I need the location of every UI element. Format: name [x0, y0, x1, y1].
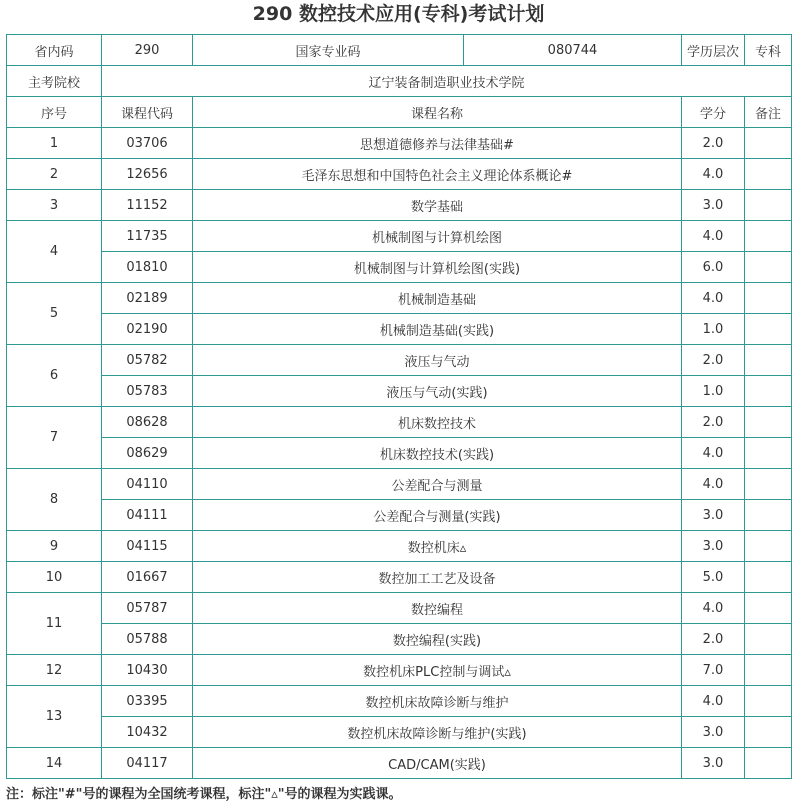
course-code: 04110 [102, 469, 193, 500]
course-code: 04117 [102, 748, 193, 779]
course-remark [745, 748, 792, 779]
header-name: 课程名称 [193, 97, 682, 128]
school-label: 主考院校 [7, 66, 102, 97]
course-name: 思想道德修养与法律基础# [193, 128, 682, 159]
header-no: 序号 [7, 97, 102, 128]
course-remark [745, 376, 792, 407]
course-name: 机械制造基础(实践) [193, 314, 682, 345]
course-no: 12 [7, 655, 102, 686]
course-credit: 4.0 [682, 438, 745, 469]
course-remark [745, 624, 792, 655]
course-remark [745, 686, 792, 717]
national-code-value: 080744 [464, 35, 682, 66]
course-credit: 1.0 [682, 376, 745, 407]
course-no: 13 [7, 686, 102, 748]
course-credit: 1.0 [682, 314, 745, 345]
course-credit: 7.0 [682, 655, 745, 686]
page-title: 290 数控技术应用(专科)考试计划 [252, 3, 545, 25]
exam-plan-table [6, 34, 792, 779]
course-no: 1 [7, 128, 102, 159]
course-credit: 4.0 [682, 593, 745, 624]
course-code: 02190 [102, 314, 193, 345]
course-credit: 2.0 [682, 345, 745, 376]
table-row [7, 748, 792, 779]
course-remark [745, 159, 792, 190]
course-name: 数控机床故障诊断与维护(实践) [193, 717, 682, 748]
table-row [7, 500, 792, 531]
info-row-codes [7, 35, 792, 66]
table-row [7, 531, 792, 562]
course-credit: 4.0 [682, 159, 745, 190]
table-row [7, 252, 792, 283]
table-row [7, 593, 792, 624]
course-remark [745, 190, 792, 221]
course-code: 03706 [102, 128, 193, 159]
course-name: 机床数控技术(实践) [193, 438, 682, 469]
course-credit: 4.0 [682, 283, 745, 314]
table-row [7, 562, 792, 593]
course-credit: 3.0 [682, 748, 745, 779]
header-credit: 学分 [682, 97, 745, 128]
info-row-school [7, 66, 792, 97]
course-credit: 3.0 [682, 500, 745, 531]
course-no: 11 [7, 593, 102, 655]
course-code: 05787 [102, 593, 193, 624]
course-remark [745, 221, 792, 252]
course-remark [745, 128, 792, 159]
course-name: 数控机床故障诊断与维护 [193, 686, 682, 717]
header-code: 课程代码 [102, 97, 193, 128]
level-value: 专科 [745, 35, 792, 66]
course-code: 08629 [102, 438, 193, 469]
table-row [7, 624, 792, 655]
course-code: 04115 [102, 531, 193, 562]
course-remark [745, 283, 792, 314]
course-credit: 2.0 [682, 407, 745, 438]
header-row [7, 97, 792, 128]
course-name: 数控机床PLC控制与调试▵ [193, 655, 682, 686]
course-name: 毛泽东思想和中国特色社会主义理论体系概论# [193, 159, 682, 190]
course-remark [745, 252, 792, 283]
header-remark: 备注 [745, 97, 792, 128]
course-remark [745, 655, 792, 686]
course-remark [745, 562, 792, 593]
course-code: 02189 [102, 283, 193, 314]
table-row [7, 407, 792, 438]
course-name: 机床数控技术 [193, 407, 682, 438]
course-code: 11735 [102, 221, 193, 252]
course-name: 液压与气动 [193, 345, 682, 376]
course-credit: 4.0 [682, 686, 745, 717]
course-name: 机械制造基础 [193, 283, 682, 314]
course-no: 10 [7, 562, 102, 593]
table-row [7, 438, 792, 469]
course-code: 04111 [102, 500, 193, 531]
course-no: 2 [7, 159, 102, 190]
course-credit: 3.0 [682, 190, 745, 221]
course-remark [745, 717, 792, 748]
course-name: 数学基础 [193, 190, 682, 221]
course-name: 机械制图与计算机绘图(实践) [193, 252, 682, 283]
table-row [7, 128, 792, 159]
course-no: 9 [7, 531, 102, 562]
course-credit: 2.0 [682, 128, 745, 159]
course-remark [745, 500, 792, 531]
course-remark [745, 438, 792, 469]
course-credit: 3.0 [682, 531, 745, 562]
course-remark [745, 593, 792, 624]
table-row [7, 345, 792, 376]
course-no: 3 [7, 190, 102, 221]
course-credit: 5.0 [682, 562, 745, 593]
course-code: 01667 [102, 562, 193, 593]
course-credit: 4.0 [682, 469, 745, 500]
course-remark [745, 531, 792, 562]
course-credit: 2.0 [682, 624, 745, 655]
course-name: 液压与气动(实践) [193, 376, 682, 407]
table-row [7, 314, 792, 345]
level-label: 学历层次 [682, 35, 745, 66]
course-credit: 3.0 [682, 717, 745, 748]
national-code-label: 国家专业码 [193, 35, 464, 66]
table-row [7, 159, 792, 190]
course-name: CAD/CAM(实践) [193, 748, 682, 779]
course-name: 数控编程(实践) [193, 624, 682, 655]
table-row [7, 283, 792, 314]
course-no: 6 [7, 345, 102, 407]
course-code: 12656 [102, 159, 193, 190]
course-name: 数控加工工艺及设备 [193, 562, 682, 593]
course-remark [745, 407, 792, 438]
table-row [7, 469, 792, 500]
course-code: 11152 [102, 190, 193, 221]
course-no: 5 [7, 283, 102, 345]
school-value: 辽宁装备制造职业技术学院 [102, 66, 792, 97]
course-code: 10430 [102, 655, 193, 686]
course-code: 03395 [102, 686, 193, 717]
course-name: 数控机床▵ [193, 531, 682, 562]
course-code: 01810 [102, 252, 193, 283]
course-remark [745, 469, 792, 500]
course-name: 公差配合与测量 [193, 469, 682, 500]
footnote: 注：标注"#"号的课程为全国统考课程，标注"▵"号的课程为实践课。 [6, 787, 402, 802]
course-code: 08628 [102, 407, 193, 438]
course-name: 数控编程 [193, 593, 682, 624]
course-code: 05788 [102, 624, 193, 655]
course-remark [745, 314, 792, 345]
course-no: 4 [7, 221, 102, 283]
course-no: 14 [7, 748, 102, 779]
course-code: 10432 [102, 717, 193, 748]
table-row [7, 190, 792, 221]
course-remark [745, 345, 792, 376]
table-row [7, 221, 792, 252]
course-credit: 4.0 [682, 221, 745, 252]
table-row [7, 717, 792, 748]
course-credit: 6.0 [682, 252, 745, 283]
course-code: 05783 [102, 376, 193, 407]
province-code-label: 省内码 [7, 35, 102, 66]
course-no: 8 [7, 469, 102, 531]
province-code-value: 290 [102, 35, 193, 66]
table-row [7, 376, 792, 407]
course-name: 公差配合与测量(实践) [193, 500, 682, 531]
course-no: 7 [7, 407, 102, 469]
course-code: 05782 [102, 345, 193, 376]
course-name: 机械制图与计算机绘图 [193, 221, 682, 252]
table-row [7, 655, 792, 686]
table-row [7, 686, 792, 717]
